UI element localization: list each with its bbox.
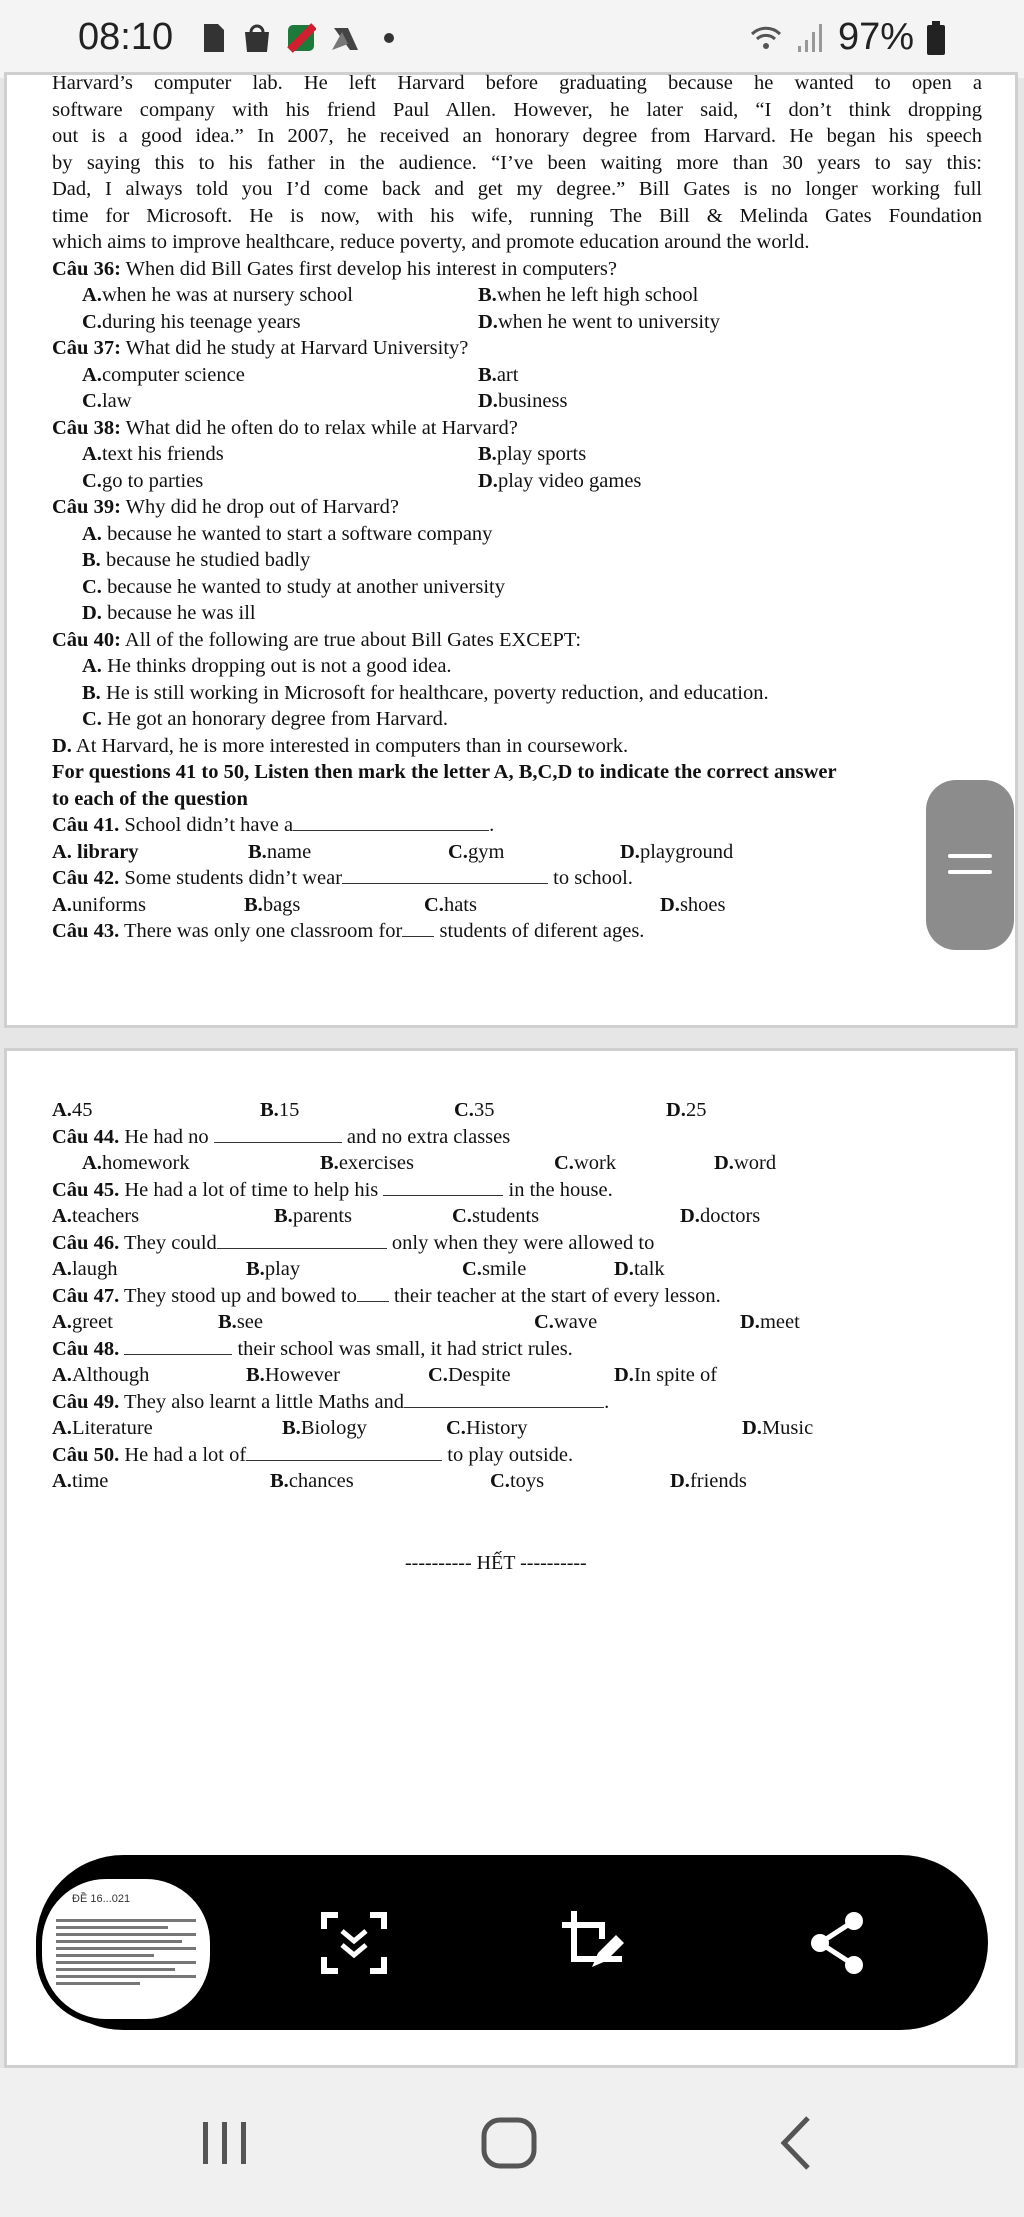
- option-text: parents: [292, 1205, 353, 1227]
- option-text: He thinks dropping out is not a good idea.: [101, 655, 452, 677]
- answer-blank: [404, 1389, 604, 1408]
- option-text: wave: [553, 1311, 598, 1333]
- option-text: 25: [685, 1099, 707, 1121]
- option-letter: C.: [428, 1364, 448, 1386]
- question-number: Câu 45.: [52, 1178, 120, 1201]
- fluent-app-icon: [330, 22, 360, 54]
- question-number: Câu 39:: [52, 496, 121, 518]
- option-letter: B.: [248, 840, 267, 863]
- passage-line: which aims to improve healthcare, reduce poverty, and promote education around the world.: [52, 231, 810, 253]
- option-letter: C.: [462, 1258, 482, 1280]
- handle-line: [948, 870, 992, 874]
- battery-percent: 97%: [837, 16, 914, 58]
- question-text-end: only when they were allowed to: [386, 1231, 655, 1254]
- option-text: students: [471, 1205, 540, 1227]
- question-50: [52, 1442, 982, 1495]
- question-text: He had a lot of time to help his: [119, 1178, 379, 1201]
- question-40: [52, 627, 982, 760]
- option-text: bags: [262, 893, 301, 916]
- option-text: during his teenage years: [101, 310, 301, 333]
- option-letter: D.: [614, 1258, 634, 1280]
- back-icon[interactable]: [764, 2108, 834, 2178]
- option-text: play video games: [497, 469, 642, 492]
- answer-blank: [383, 1177, 503, 1196]
- option-text: greet: [71, 1311, 113, 1333]
- option-letter: B.: [244, 893, 263, 916]
- question-42: [52, 865, 982, 918]
- option-letter: B.: [82, 681, 101, 704]
- option-text: Although: [71, 1364, 150, 1386]
- option-text: teachers: [71, 1205, 140, 1227]
- option-text: name: [266, 840, 312, 863]
- option-text: Music: [761, 1417, 814, 1439]
- question-number: Câu 46.: [52, 1231, 120, 1254]
- option-letter: A.: [52, 1417, 72, 1439]
- question-number: Câu 40:: [52, 628, 121, 651]
- instruction-line: For questions 41 to 50, Listen then mark the letter A, B,C,D to indicate the correct answer: [52, 761, 837, 783]
- option-letter: C.: [454, 1099, 474, 1121]
- question-43: [52, 918, 982, 945]
- option-text: Biology: [300, 1417, 367, 1439]
- option-letter: D.: [614, 1364, 634, 1386]
- question-text: When did Bill Gates first develop his interest in computers?: [120, 257, 617, 280]
- answer-row: [52, 1362, 982, 1389]
- question-text: They stood up and bowed to: [119, 1284, 357, 1307]
- option-letter: A.: [52, 1099, 72, 1121]
- option-text: laugh: [71, 1258, 118, 1280]
- option-letter: B.: [82, 549, 101, 571]
- option-letter: C.: [424, 893, 444, 916]
- option-text: when he was at nursery school: [101, 284, 353, 306]
- question-number: Câu 42.: [52, 867, 120, 889]
- option-text: talk: [633, 1258, 665, 1280]
- option-text: computer science: [101, 363, 245, 386]
- passage: [52, 70, 982, 256]
- question-48: [52, 1336, 982, 1389]
- scroll-capture-icon[interactable]: [318, 1907, 390, 1979]
- option-letter: C.: [534, 1311, 554, 1333]
- question-text: He had a lot of: [119, 1443, 247, 1466]
- question-number: Câu 36:: [52, 257, 121, 280]
- option-text: hats: [443, 893, 477, 916]
- option-text: shoes: [679, 893, 726, 916]
- question-text-end: to school.: [548, 867, 633, 889]
- option-letter: B.: [478, 284, 497, 306]
- signal-icon: [796, 22, 826, 54]
- home-icon[interactable]: [474, 2108, 544, 2178]
- option-letter: C.: [82, 575, 102, 598]
- question-44: [52, 1124, 982, 1177]
- option-text: meet: [759, 1311, 800, 1333]
- option-text: business: [497, 390, 568, 412]
- question-text: There was only one classroom for: [119, 920, 403, 942]
- option-letter: D.: [620, 840, 640, 863]
- option-letter: B.: [218, 1311, 237, 1333]
- answer-blank: [214, 1124, 342, 1143]
- option-letter: D.: [670, 1470, 690, 1492]
- option-text: Literature: [71, 1417, 153, 1439]
- handle-line: [948, 854, 992, 858]
- option-letter: A.: [52, 1470, 72, 1492]
- screenshot-toolbar: [36, 1855, 988, 2030]
- answer-row: [52, 441, 982, 468]
- option-letter: D.: [742, 1417, 762, 1439]
- option-text: art: [496, 363, 519, 386]
- option-text: gym: [467, 840, 505, 863]
- answer-blank: [124, 1336, 232, 1355]
- option-text: play: [264, 1258, 301, 1280]
- option-letter: A.: [52, 1205, 72, 1227]
- option-text: He is still working in Microsoft for healthcare, poverty reduction, and education.: [100, 681, 769, 704]
- question-text-end: and no extra classes: [346, 1125, 511, 1148]
- end-marker: ---------- HẾT ----------: [405, 1552, 587, 1574]
- question-text: All of the following are true about Bill Gates EXCEPT:: [120, 628, 582, 651]
- option-text: In spite of: [633, 1364, 718, 1386]
- option-letter: D.: [680, 1205, 700, 1227]
- passage-line: Dad, I always told you I’d come back and get my degree.” Bill Gates is no longer working full: [52, 178, 982, 200]
- question-number: Câu 44.: [52, 1125, 120, 1148]
- answer-row: [52, 1203, 982, 1230]
- option-letter: B.: [320, 1152, 339, 1174]
- option-letter: D.: [478, 310, 498, 333]
- answer-row: [52, 1468, 982, 1495]
- passage-line: out is a good idea.” In 2007, he received an honorary degree from Harvard. He began his speech: [52, 125, 982, 147]
- option-letter: D.: [478, 469, 498, 492]
- answer-blank: [342, 865, 548, 884]
- option-text: word: [733, 1152, 777, 1174]
- question-number: Câu 49.: [52, 1390, 120, 1413]
- option-text: go to parties: [101, 469, 204, 492]
- option-text: chances: [288, 1470, 354, 1492]
- answer-row: [52, 282, 982, 309]
- option-letter: D.: [52, 734, 72, 757]
- option-text: because he was ill: [101, 602, 256, 624]
- passage-line: time for Microsoft. He is now, with his wife, running The Bill & Melinda Gates Foundation: [52, 204, 982, 227]
- option-letter: A.: [52, 1311, 72, 1333]
- question-number: Câu 48.: [52, 1337, 120, 1360]
- answer-row-q43: [52, 1097, 982, 1124]
- question-text: School didn’t have a: [119, 814, 294, 836]
- sd-card-icon: [198, 22, 228, 54]
- option-text: when he went to university: [497, 310, 720, 333]
- option-letter: B.: [270, 1470, 289, 1492]
- answer-blank: [246, 1442, 442, 1461]
- option-text: exercises: [338, 1152, 414, 1174]
- answer-row: [52, 362, 982, 389]
- question-41: [52, 812, 982, 865]
- option-text: doctors: [699, 1205, 761, 1227]
- option-letter: C.: [446, 1417, 466, 1439]
- answer-row: [52, 1309, 982, 1336]
- option-letter: B.: [260, 1099, 279, 1121]
- question-text-end: in the house.: [503, 1178, 613, 1201]
- option-letter: B.: [478, 363, 497, 386]
- option-text: text his friends: [101, 443, 224, 465]
- answer-row: [52, 839, 982, 866]
- option-letter: B.: [274, 1205, 293, 1227]
- option-text: toys: [509, 1470, 545, 1492]
- option-letter: C.: [452, 1205, 472, 1227]
- document-content-2: [52, 1097, 982, 1495]
- answer-row: [52, 388, 982, 415]
- fast-scroll-handle[interactable]: [926, 780, 1014, 950]
- option-text: 15: [278, 1099, 300, 1121]
- question-38: [52, 415, 982, 495]
- question-text-end: .: [604, 1390, 610, 1413]
- option-text: work: [573, 1152, 617, 1174]
- option-letter: C.: [82, 708, 102, 730]
- answer-blank: [217, 1230, 387, 1249]
- option-letter: C.: [554, 1152, 574, 1174]
- question-text-end: to play outside.: [442, 1443, 574, 1466]
- answer-row: [52, 892, 982, 919]
- crop-edit-icon[interactable]: [558, 1907, 630, 1979]
- option-letter: B.: [246, 1364, 265, 1386]
- option-letter: C.: [82, 469, 102, 492]
- option-letter: A.: [82, 522, 102, 545]
- answer-row: [52, 309, 982, 336]
- option-text: because he wanted to study at another university: [101, 575, 505, 598]
- option-letter: D.: [82, 602, 102, 624]
- question-number: Câu 50.: [52, 1443, 120, 1466]
- option-letter: C.: [82, 310, 102, 333]
- answer-blank: [357, 1283, 389, 1302]
- option-text: uniforms: [71, 893, 146, 916]
- app-icon: [286, 22, 316, 54]
- notification-icons: [198, 22, 404, 54]
- question-text: Some students didn’t wear: [119, 867, 343, 889]
- option-text: Despite: [447, 1364, 511, 1386]
- option-text: A. library: [52, 840, 139, 863]
- option-letter: A.: [82, 1152, 102, 1174]
- option-text: law: [101, 390, 132, 412]
- option-text: homework: [101, 1152, 190, 1174]
- option-text: play sports: [496, 443, 587, 465]
- recent-apps-icon[interactable]: [190, 2108, 260, 2178]
- answer-row: [52, 1415, 982, 1442]
- option-text: playground: [639, 840, 734, 863]
- option-letter: B.: [282, 1417, 301, 1439]
- question-49: [52, 1389, 982, 1442]
- option-letter: D.: [714, 1152, 734, 1174]
- screenshot-thumbnail[interactable]: [36, 1873, 216, 2025]
- passage-line: software company with his friend Paul Allen. However, he later said, “I don’t think dropping: [52, 98, 982, 121]
- option-text: see: [236, 1311, 263, 1333]
- listening-instruction: [52, 759, 982, 812]
- question-text-end: their school was small, it had strict rules.: [237, 1337, 573, 1360]
- status-bar: [0, 0, 1024, 78]
- option-text: At Harvard, he is more interested in computers than in coursework.: [71, 734, 629, 757]
- option-letter: A.: [82, 655, 102, 677]
- option-letter: D.: [660, 893, 680, 916]
- option-text: because he wanted to start a software company: [101, 522, 493, 545]
- option-text: 45: [71, 1099, 93, 1121]
- option-letter: D.: [666, 1099, 686, 1121]
- question-text-end: their teacher at the start of every lesson.: [388, 1284, 721, 1307]
- question-number: Câu 41.: [52, 814, 120, 836]
- thumbnail-label: ĐỀ 16...021: [72, 1893, 131, 1905]
- question-text-end: students of diferent ages.: [434, 920, 645, 942]
- document-content-1: [52, 70, 982, 945]
- share-icon[interactable]: [802, 1907, 874, 1979]
- question-text-end: .: [489, 814, 495, 836]
- wifi-icon: [748, 22, 784, 54]
- question-45: [52, 1177, 982, 1230]
- battery-icon: [926, 21, 946, 55]
- option-letter: A.: [52, 1364, 72, 1386]
- answer-blank: [293, 812, 489, 831]
- answer-row: [52, 1256, 982, 1283]
- option-letter: D.: [478, 390, 498, 412]
- option-letter: B.: [246, 1258, 265, 1280]
- option-text: friends: [689, 1470, 747, 1492]
- option-letter: A.: [52, 1258, 72, 1280]
- question-47: [52, 1283, 982, 1336]
- question-36: [52, 256, 982, 336]
- answer-row: [52, 468, 982, 495]
- option-text: when he left high school: [496, 284, 699, 306]
- instruction-line: to each of the question: [52, 787, 248, 810]
- question-text: They could: [119, 1231, 217, 1254]
- question-text: Why did he drop out of Harvard?: [120, 496, 399, 518]
- option-letter: C.: [82, 390, 102, 412]
- status-time: 08:10: [78, 16, 174, 58]
- status-right: [748, 16, 946, 59]
- question-text: What did he study at Harvard University?: [120, 337, 469, 359]
- option-letter: A.: [82, 284, 102, 306]
- more-notifications-dot-icon: [374, 22, 404, 54]
- option-text: History: [465, 1417, 528, 1439]
- passage-line: Harvard’s computer lab. He left Harvard before graduating because he wanted to open a: [52, 72, 982, 94]
- shopping-bag-icon: [242, 22, 272, 54]
- option-text: because he studied badly: [100, 549, 311, 571]
- question-number: Câu 37:: [52, 337, 121, 359]
- option-text: time: [71, 1470, 109, 1492]
- option-text: He got an honorary degree from Harvard.: [101, 708, 449, 730]
- question-text: He had no: [119, 1125, 209, 1148]
- question-number: Câu 38:: [52, 416, 121, 439]
- navigation-bar: [0, 2068, 1024, 2217]
- question-text: What did he often do to relax while at Harvard?: [120, 416, 518, 439]
- option-letter: D.: [740, 1311, 760, 1333]
- answer-row: [52, 1150, 982, 1177]
- option-text: smile: [481, 1258, 527, 1280]
- question-37: [52, 335, 982, 415]
- passage-line: by saying this to his father in the audience. “I’ve been waiting more than 30 years to say this:: [52, 151, 982, 174]
- option-letter: A.: [52, 893, 72, 916]
- option-letter: A.: [82, 443, 102, 465]
- option-text: 35: [473, 1099, 495, 1121]
- answer-blank: [402, 918, 434, 937]
- thumbnail-preview: [56, 1919, 196, 1989]
- question-39: [52, 494, 982, 627]
- question-text: They also learnt a little Maths and: [119, 1390, 405, 1413]
- option-text: However: [264, 1364, 340, 1386]
- option-letter: A.: [82, 363, 102, 386]
- question-number: Câu 47.: [52, 1284, 120, 1307]
- option-letter: C.: [448, 840, 468, 863]
- question-46: [52, 1230, 982, 1283]
- question-number: Câu 43.: [52, 920, 120, 942]
- option-letter: C.: [490, 1470, 510, 1492]
- option-letter: B.: [478, 443, 497, 465]
